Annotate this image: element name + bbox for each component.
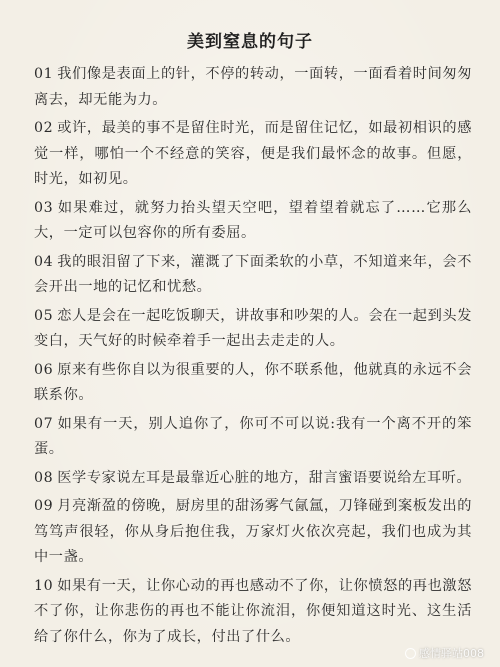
- list-item: [34, 412, 472, 463]
- list-item: [34, 116, 472, 193]
- item-number: 05: [34, 307, 54, 324]
- item-text: 如果有一天，让你心动的再也感动不了你，让你愤怒的再也激怒不了你，让你悲伤的再也不能让你流泪，你便知道这时光、这生活给了你什么，你为了成长，付出了什么。: [34, 577, 472, 645]
- page-title: 美到窒息的句子: [187, 32, 313, 52]
- item-number: 04: [34, 253, 54, 270]
- circle-logo-icon: [405, 648, 416, 659]
- item-text: 或许，最美的事不是留住时光，而是留住记忆，如最初相识的感觉一样，哪怕一个不经意的笑容，便是我们最怀念的故事。但愿，时光，如初见。: [34, 120, 472, 187]
- item-number: 08: [34, 469, 54, 486]
- watermark: [405, 645, 484, 661]
- list-item: [34, 494, 472, 571]
- list-item: [34, 466, 472, 492]
- item-number: 10: [34, 577, 54, 594]
- item-number: 09: [34, 498, 54, 514]
- item-text: 我们像是表面上的针，不停的转动，一面转，一面看着时间匆匆离去，却无能为力。: [34, 66, 472, 108]
- item-text: 我的眼泪留了下来，灌溉了下面柔软的小草，不知道来年，会不会开出一地的记忆和忧愁。: [34, 253, 472, 295]
- item-number: 06: [34, 361, 54, 378]
- list-item: [34, 62, 472, 113]
- item-text: 如果有一天，别人追你了，你可不可以说:我有一个离不开的笨蛋。: [34, 415, 472, 457]
- list-item: [34, 574, 472, 651]
- item-number: 03: [34, 199, 54, 216]
- list-item: [34, 196, 472, 247]
- item-number: 02: [34, 120, 54, 136]
- item-text: 如果难过，就努力抬头望天空吧，望着望着就忘了……它那么大，一定可以包容你的所有委屈。: [34, 199, 472, 241]
- list-item: [34, 250, 472, 301]
- quote-list: [34, 62, 472, 653]
- item-number: 07: [34, 415, 54, 432]
- list-item: [34, 358, 472, 409]
- watermark-text: 感情驿站008: [419, 647, 484, 660]
- item-text: 恋人是会在一起吃饭聊天，讲故事和吵架的人。会在一起到头发变白，天气好的时候牵着手一起出去走走的人。: [34, 307, 472, 349]
- list-item: [34, 304, 472, 355]
- item-number: 01: [34, 66, 54, 82]
- item-text: 医学专家说左耳是最靠近心脏的地方，甜言蜜语要说给左耳听。: [57, 469, 472, 486]
- item-text: 原来有些你自以为很重要的人，你不联系他，他就真的永远不会联系你。: [34, 361, 472, 403]
- item-text: 月亮渐盈的傍晚，厨房里的甜汤雾气氤氲，刀锋碰到案板发出的笃笃声很轻，你从身后抱住我，万家灯火依次亮起，我们也成为其中一盏。: [34, 498, 472, 565]
